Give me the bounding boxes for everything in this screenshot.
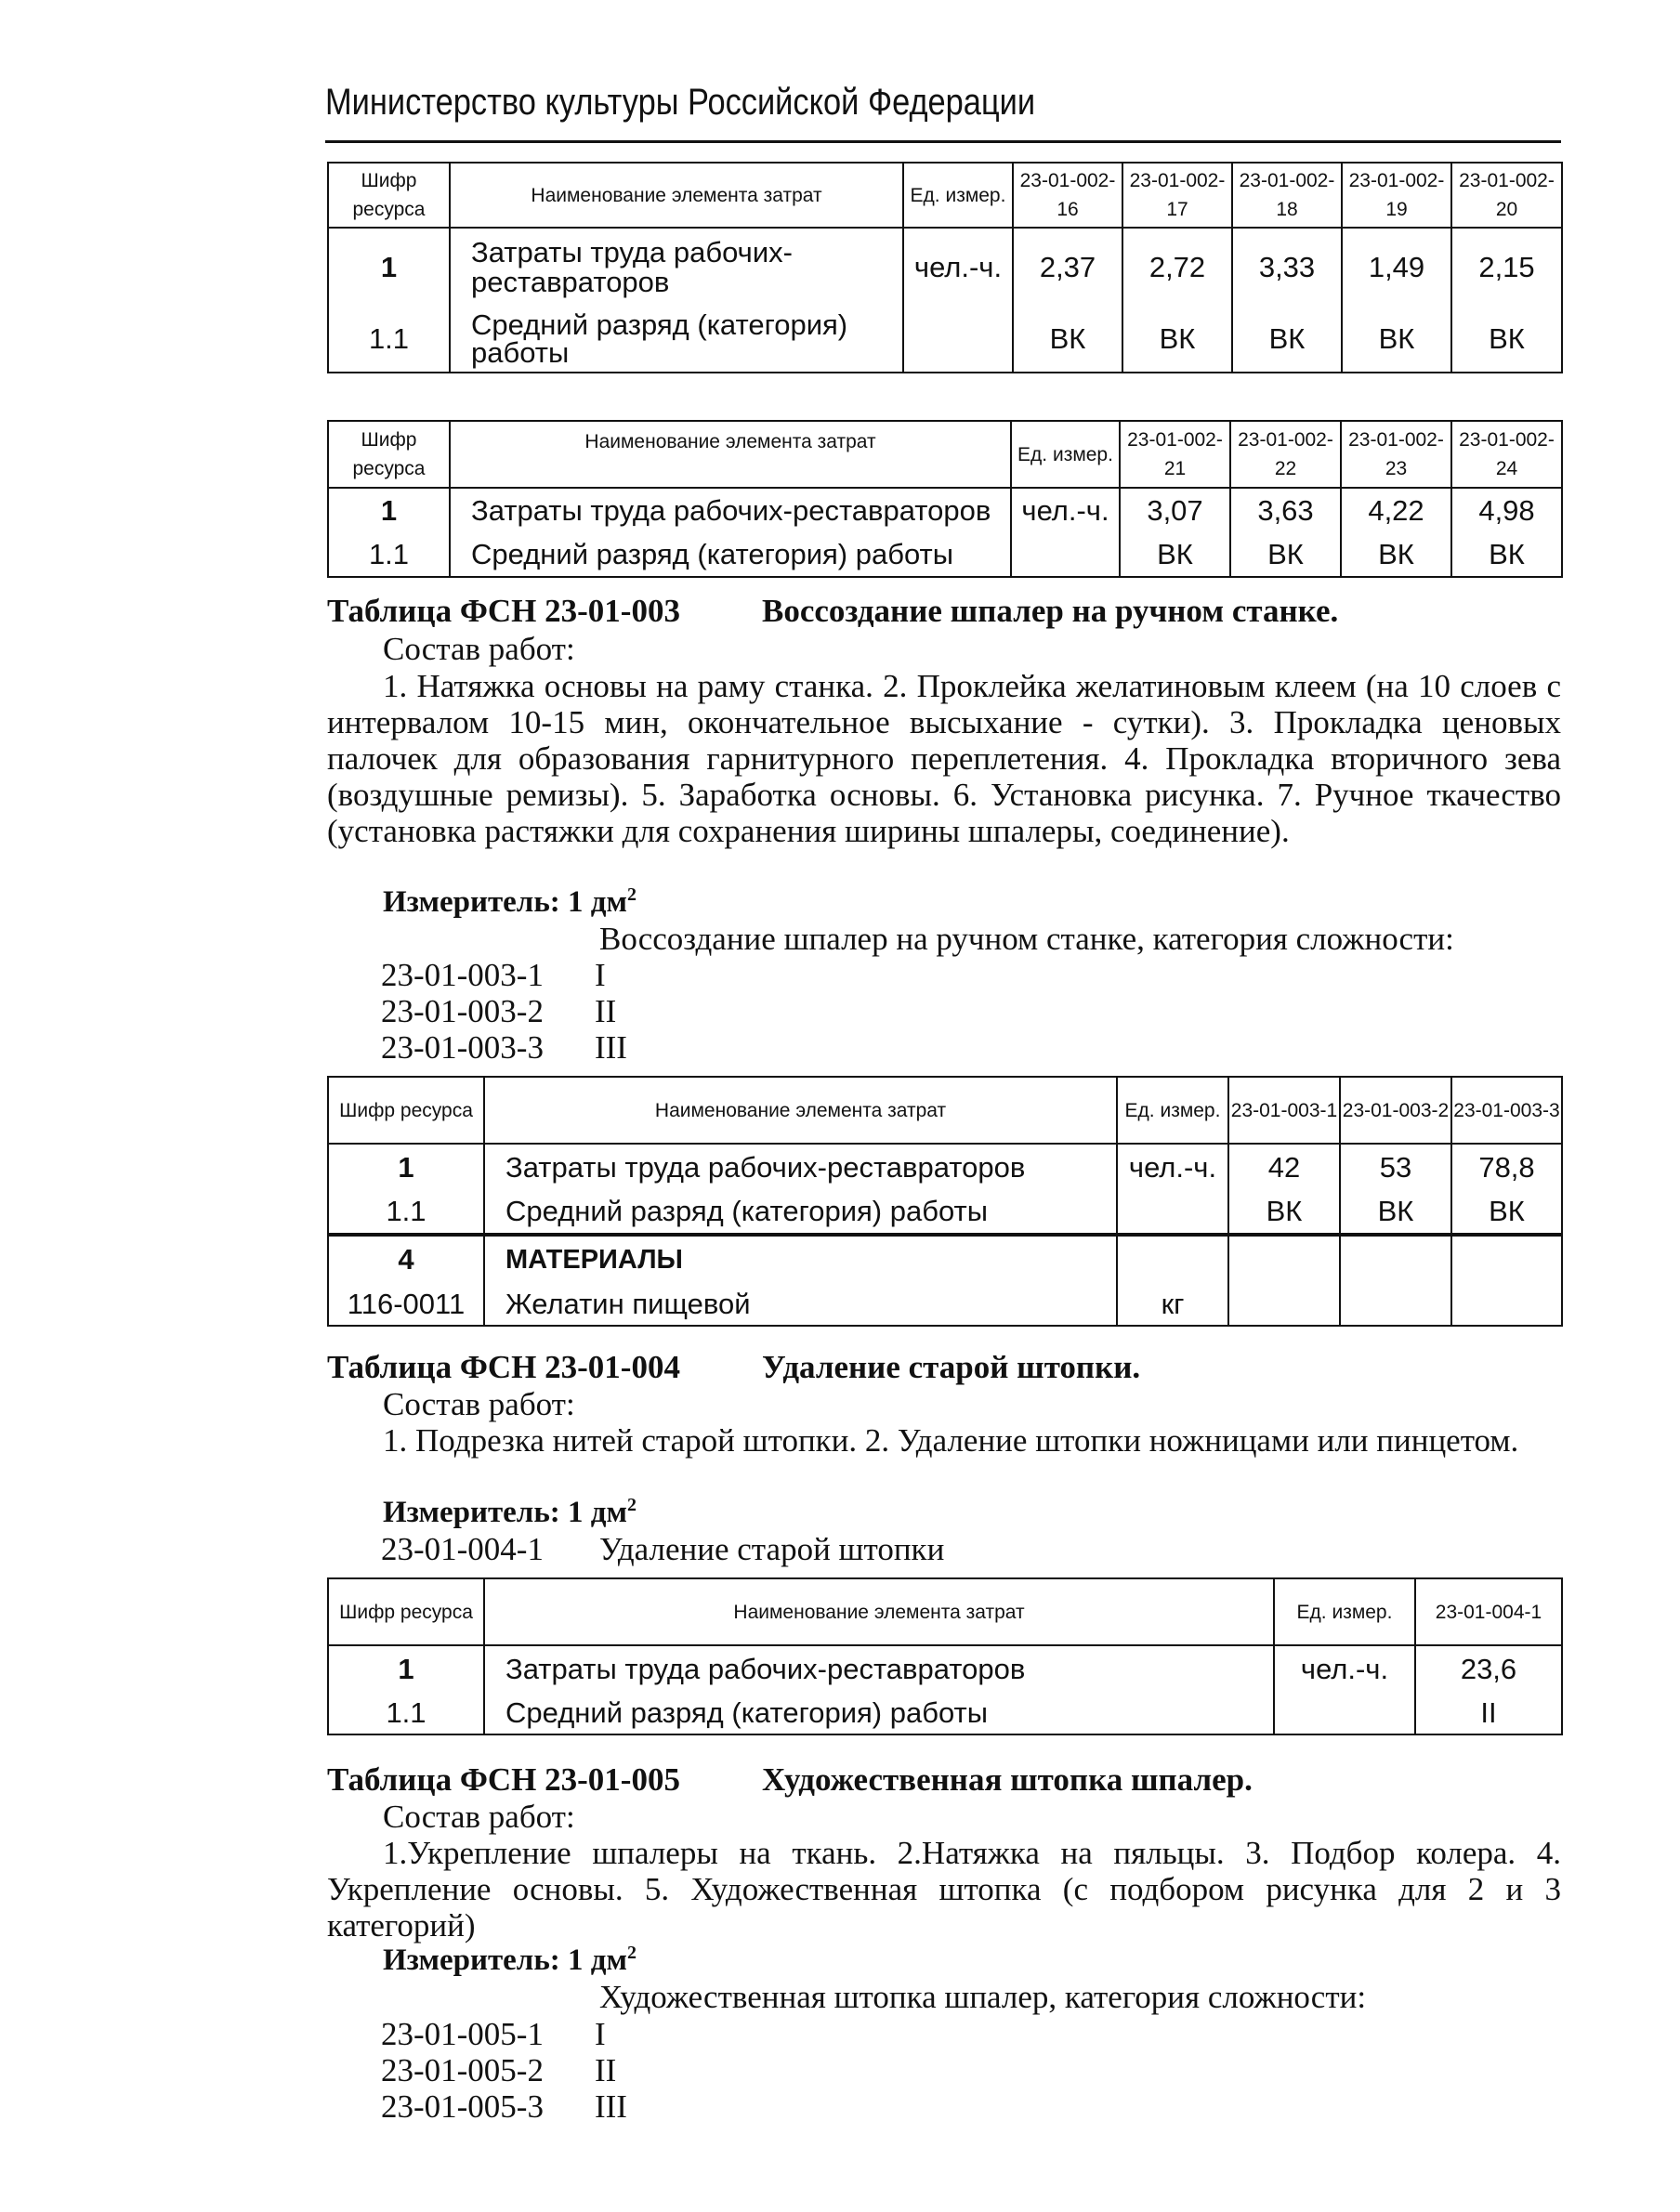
row-name: Средний разряд (категория) работы	[450, 306, 903, 373]
code-row: 23-01-005-1	[381, 2016, 544, 2052]
composition-label: Состав работ:	[383, 1386, 575, 1422]
row-value: ВК	[1232, 306, 1342, 373]
row-value: ВК	[1451, 306, 1562, 373]
header-col: 23-01-003-3	[1451, 1077, 1562, 1144]
composition-text: 1. Натяжка основы на раму станка. 2. Проклейка желатиновым клеем (на 10 слоев с интервалом 10-15 мин, окончательное высыхание - сутки). 3. Прокладка ценовых палочек для образования гарнитурного переплетения. 4. Прокладка вторичного зева (воздушные ремизы). 5. Заработка основы. 6. Установка рисунка. 7. Ручное ткачество (установка растяжки для сохранения ширины шпалеры, соединение).	[327, 668, 1561, 849]
table-label: Таблица ФСН 23-01-004	[327, 1349, 680, 1385]
meter-text: Измеритель: 1 дм	[383, 1944, 627, 1977]
header-unit: Ед. измер.	[1011, 421, 1120, 488]
header-col: 23-01-002-23	[1341, 421, 1451, 488]
header-col: 23-01-004-1	[1415, 1578, 1562, 1645]
header-col: 23-01-002-18	[1232, 163, 1342, 228]
header-col: 23-01-002-17	[1122, 163, 1232, 228]
resource-table-003	[327, 1076, 1563, 1327]
row-unit: чел.-ч.	[903, 228, 1013, 306]
row-code: 1	[328, 228, 450, 306]
meter-sup: 2	[626, 884, 637, 905]
row-value: ВК	[1013, 306, 1122, 373]
header-name: Наименование элемента затрат	[450, 163, 903, 228]
row-value: 2,72	[1122, 228, 1232, 306]
row-value: ВК	[1340, 1190, 1451, 1235]
row-name: Затраты труда рабочих-реставраторов	[450, 488, 1011, 532]
row-name: Средний разряд (категория) работы	[484, 1190, 1117, 1235]
row-value: ВК	[1120, 532, 1230, 577]
header-code: Шифр ресурса	[328, 163, 450, 228]
materials-label: МАТЕРИАЛЫ	[484, 1235, 1117, 1283]
code: 23-01-003-1	[381, 957, 544, 993]
code-name: Удаление старой штопки	[599, 1531, 945, 1567]
header-col: 23-01-002-21	[1120, 421, 1230, 488]
row-value: 1,49	[1342, 228, 1451, 306]
row-code: 116-0011	[328, 1283, 484, 1326]
header-code: Шифр ресурса	[328, 1077, 484, 1144]
row-name: Затраты труда рабочих-реставраторов	[484, 1144, 1117, 1190]
meter-sup: 2	[626, 1495, 637, 1515]
table-label: Таблица ФСН 23-01-003	[327, 593, 680, 629]
row-value: ВК	[1228, 1190, 1340, 1235]
code-category: I	[595, 957, 606, 993]
row-value: ВК	[1122, 306, 1232, 373]
code-category: III	[595, 2088, 627, 2125]
row-code: 1	[328, 1645, 484, 1692]
resource-table-002-16-20	[327, 162, 1563, 373]
row-name: Желатин пищевой	[484, 1283, 1117, 1326]
row-name: Затраты труда рабочих-реставраторов	[450, 228, 903, 306]
header-col: 23-01-003-2	[1340, 1077, 1451, 1144]
header-rule	[325, 140, 1561, 143]
header-col: 23-01-002-22	[1230, 421, 1341, 488]
composition-text: 1. Подрезка нитей старой штопки. 2. Удаление штопки ножницами или пинцетом.	[383, 1422, 1519, 1459]
row-code: 1	[328, 488, 450, 532]
row-value	[1340, 1283, 1451, 1326]
row-unit: чел.-ч.	[1011, 488, 1120, 532]
row-value: 53	[1340, 1144, 1451, 1190]
resource-table-002-21-24	[327, 420, 1563, 578]
code-category: I	[595, 2016, 606, 2052]
resource-table-004	[327, 1577, 1563, 1735]
row-value: ВК	[1230, 532, 1341, 577]
row-code: 1.1	[328, 532, 450, 577]
row-value: 78,8	[1451, 1144, 1562, 1190]
meter-text: Измеритель: 1 дм	[383, 1496, 627, 1529]
row-value	[1451, 1235, 1562, 1283]
meter-label	[383, 885, 637, 920]
row-value	[1228, 1235, 1340, 1283]
row-value: ВК	[1342, 306, 1451, 373]
row-value: ВК	[1341, 532, 1451, 577]
row-code: 1	[328, 1144, 484, 1190]
header-name: Наименование элемента затрат	[484, 1077, 1117, 1144]
header-col: 23-01-002-20	[1451, 163, 1562, 228]
code: 23-01-003-2	[381, 993, 544, 1029]
code-category: II	[595, 2052, 617, 2088]
row-value	[1228, 1283, 1340, 1326]
row-value: 4,22	[1341, 488, 1451, 532]
row-value: 3,07	[1120, 488, 1230, 532]
row-code: 1.1	[328, 1190, 484, 1235]
header-col: 23-01-002-24	[1451, 421, 1562, 488]
code-row	[381, 1029, 544, 1067]
code: 23-01-003-3	[381, 1029, 544, 1066]
header-unit: Ед. измер.	[903, 163, 1013, 228]
page-header-title: Министерство культуры Российской Федерации	[325, 82, 1036, 123]
code-row	[381, 993, 544, 1030]
row-unit	[1274, 1692, 1415, 1734]
category-caption: Воссоздание шпалер на ручном станке, категория сложности:	[599, 921, 1454, 957]
code-category: III	[595, 1029, 627, 1066]
header-unit: Ед. измер.	[1117, 1077, 1228, 1144]
row-unit	[903, 306, 1013, 373]
row-unit	[1011, 532, 1120, 577]
row-unit: чел.-ч.	[1117, 1144, 1228, 1190]
header-code: Шифр ресурса	[328, 1578, 484, 1645]
row-value: ВК	[1451, 1190, 1562, 1235]
meter-label	[383, 1944, 637, 1978]
row-value	[1451, 1283, 1562, 1326]
code-row: 23-01-005-2	[381, 2052, 544, 2088]
row-unit: кг	[1117, 1283, 1228, 1326]
table-title: Художественная штопка шпалер.	[762, 1761, 1253, 1798]
table-title: Воссоздание шпалер на ручном станке.	[762, 593, 1339, 629]
table-label: Таблица ФСН 23-01-005	[327, 1761, 680, 1798]
row-name: Средний разряд (категория) работы	[450, 532, 1011, 577]
row-value: 42	[1228, 1144, 1340, 1190]
meter-sup: 2	[626, 1943, 637, 1963]
code-category: II	[595, 993, 617, 1029]
row-unit	[1117, 1235, 1228, 1283]
row-code: 1.1	[328, 306, 450, 373]
row-unit: чел.-ч.	[1274, 1645, 1415, 1692]
materials-code: 4	[328, 1235, 484, 1283]
composition-label: Состав работ:	[383, 1799, 575, 1835]
header-col: 23-01-002-19	[1342, 163, 1451, 228]
row-value	[1340, 1235, 1451, 1283]
header-name: Наименование элемента затрат	[450, 421, 1011, 488]
row-name: Средний разряд (категория) работы	[484, 1692, 1274, 1734]
code-row: 23-01-005-3	[381, 2088, 544, 2125]
row-value: 2,37	[1013, 228, 1122, 306]
composition-text: 1.Укрепление шпалеры на ткань. 2.Натяжка на пяльцы. 3. Подбор колера. 4. Укрепление основы. 5. Художественная штопка (с подбором рисунка для 2 и 3 категорий)	[327, 1835, 1561, 1944]
row-value: ВК	[1451, 532, 1562, 577]
row-code: 1.1	[328, 1692, 484, 1734]
header-name: Наименование элемента затрат	[484, 1578, 1274, 1645]
row-value: 3,33	[1232, 228, 1342, 306]
row-value: 3,63	[1230, 488, 1341, 532]
header-unit: Ед. измер.	[1274, 1578, 1415, 1645]
meter-text: Измеритель: 1 дм	[383, 885, 627, 919]
header-col: 23-01-003-1	[1228, 1077, 1340, 1144]
code-row	[381, 957, 544, 994]
header-col: 23-01-002-16	[1013, 163, 1122, 228]
row-value: 2,15	[1451, 228, 1562, 306]
row-value: II	[1415, 1692, 1562, 1734]
row-name: Затраты труда рабочих-реставраторов	[484, 1645, 1274, 1692]
composition-label: Состав работ:	[383, 631, 575, 667]
row-value: 4,98	[1451, 488, 1562, 532]
category-caption: Художественная штопка шпалер, категория сложности:	[599, 1979, 1367, 2015]
meter-label	[383, 1496, 637, 1530]
row-value: 23,6	[1415, 1645, 1562, 1692]
code-row: 23-01-004-1	[381, 1531, 544, 1567]
header-code: Шифр ресурса	[328, 421, 450, 488]
row-unit	[1117, 1190, 1228, 1235]
table-title: Удаление старой штопки.	[762, 1349, 1141, 1385]
